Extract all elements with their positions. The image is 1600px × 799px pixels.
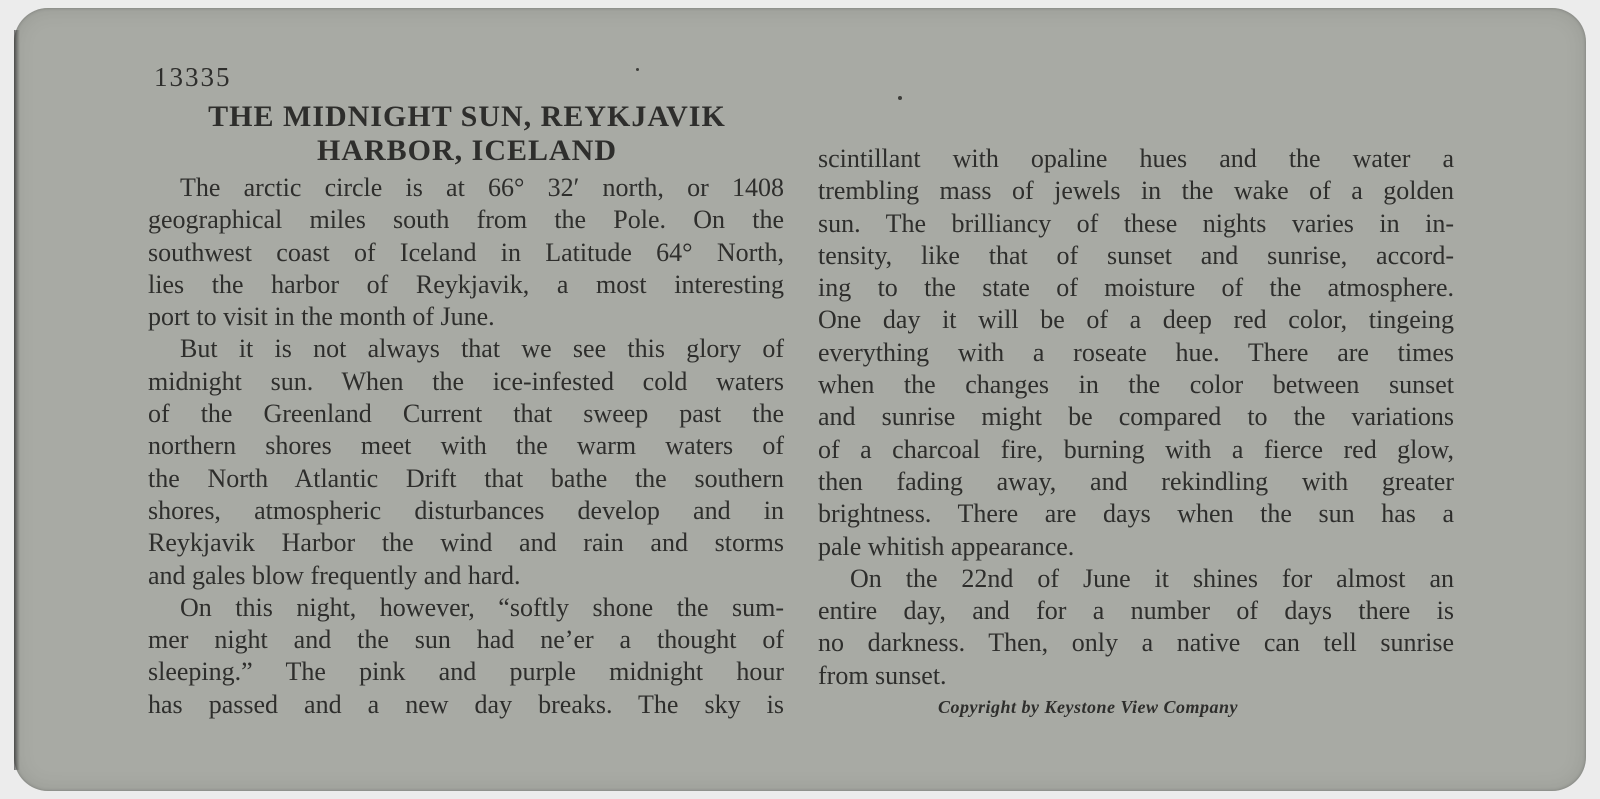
- copyright-notice: Copyright by Keystone View Company: [938, 697, 1239, 717]
- text-line: and gales blow frequently and hard.: [148, 560, 521, 590]
- card-edge-shadow: [14, 30, 20, 770]
- text-line: The arctic circle is at 66° 32′ north, or 1408: [180, 173, 784, 202]
- card-title-line-2: HARBOR, ICELAND: [316, 134, 618, 167]
- text-line: Reykjavik Harbor the wind and rain and storms: [148, 528, 784, 558]
- text-line: trembling mass of jewels in the wake of a golden: [818, 176, 1454, 206]
- text-line: the North Atlantic Drift that bathe the southern: [148, 463, 784, 493]
- text-line: southwest coast of Iceland in Latitude 64° North,: [148, 237, 784, 267]
- text-line: entire day, and for a number of days there is: [818, 596, 1454, 626]
- text-line: sun. The brilliancy of these nights varies in in-: [818, 208, 1454, 238]
- text-line: has passed and a new day breaks. The sky is: [148, 689, 784, 719]
- text-line: tensity, like that of sunset and sunrise, accord-: [818, 240, 1454, 270]
- text-line: scintillant with opaline hues and the water a: [818, 144, 1454, 173]
- card-title: [148, 100, 786, 168]
- text-line: But it is not always that we see this glory of: [180, 334, 784, 364]
- text-line: pale whitish appearance.: [818, 531, 1075, 561]
- text-line: On this night, however, “softly shone the sum-: [180, 592, 784, 622]
- text-line: sleeping.” The pink and purple midnight hour: [148, 657, 784, 687]
- paper-speck: [636, 68, 639, 71]
- text-line: then fading away, and rekindling with greater: [818, 466, 1454, 496]
- card-title-line-1: THE MIDNIGHT SUN, REYKJAVIK: [208, 100, 726, 133]
- text-line: mer night and the sun had ne’er a thought of: [148, 625, 784, 655]
- text-line: no darkness. Then, only a native can tell sunrise: [818, 628, 1454, 658]
- card-number: 13335: [154, 62, 232, 92]
- text-line: On the 22nd of June it shines for almost an: [850, 563, 1454, 593]
- text-line: geographical miles south from the Pole. On the: [148, 205, 784, 235]
- text-line: midnight sun. When the ice-infested cold waters: [148, 366, 784, 396]
- text-line: brightness. There are days when the sun has a: [818, 499, 1454, 529]
- text-line: of the Greenland Current that sweep past the: [148, 399, 784, 429]
- text-line: One day it will be of a deep red color, tingeing: [818, 305, 1454, 335]
- right-text-column: [818, 143, 1454, 692]
- left-text-column: [148, 172, 784, 721]
- text-line: northern shores meet with the warm waters of: [148, 431, 784, 461]
- text-line: ing to the state of moisture of the atmosphere.: [818, 273, 1454, 303]
- text-line: shores, atmospheric disturbances develop and in: [148, 495, 784, 525]
- text-line: of a charcoal fire, burning with a fierce red glow,: [818, 434, 1454, 464]
- text-line: everything with a roseate hue. There are times: [818, 337, 1454, 367]
- text-line: when the changes in the color between sunset: [818, 370, 1454, 400]
- text-line: port to visit in the month of June.: [148, 302, 495, 332]
- paper-speck: [898, 96, 902, 100]
- text-line: and sunrise might be compared to the variations: [818, 402, 1454, 432]
- text-line: from sunset.: [818, 660, 947, 690]
- text-line: lies the harbor of Reykjavik, a most interesting: [148, 269, 784, 299]
